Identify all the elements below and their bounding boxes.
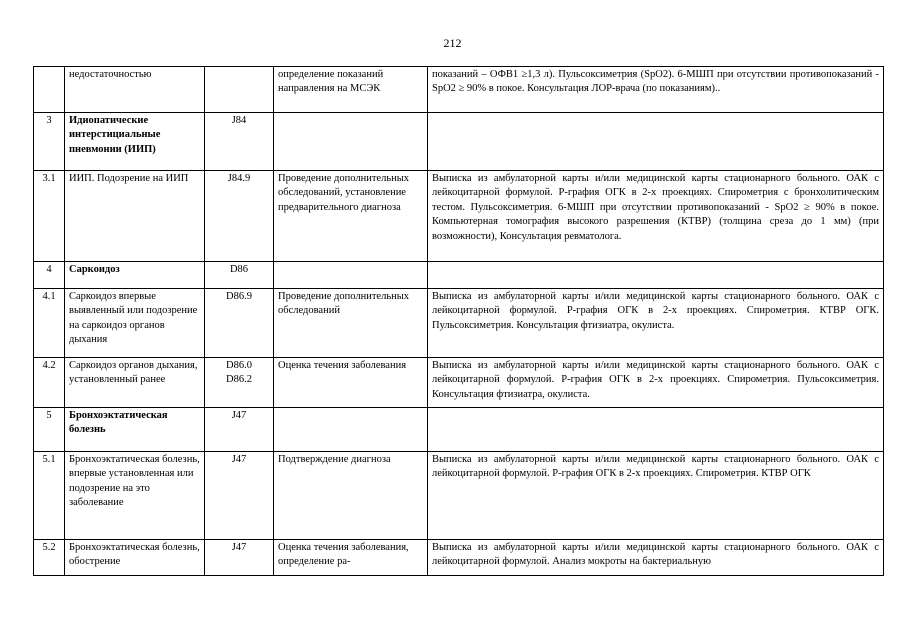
disease-name-cell: Бронхоэктатическая болезнь, обострение: [65, 540, 205, 576]
required-documents-cell: Выписка из амбулаторной карты и/или медицинской карты стационарного больного. ОАК с лейкоцитарной формулой. Р-графия ОГК в 2-х проекциях. Спирометрия. Пульсоксиметрия. Консультация фтизиатра, окулиста.: [428, 358, 884, 408]
referral-purpose-cell: [274, 113, 428, 171]
disease-name-cell: Саркоидоз впервые выявленный или подозрение на саркоидоз органов дыхания: [65, 289, 205, 358]
row-number-cell: 5: [34, 408, 65, 452]
row-number-cell: 3.1: [34, 171, 65, 262]
row-number-cell: 5.1: [34, 452, 65, 540]
icd-code-cell: [205, 289, 274, 358]
icd-code: J47: [231, 542, 247, 553]
icd-code: J84.9: [227, 173, 251, 184]
row-number-cell: 4.1: [34, 289, 65, 358]
icd-code-cell: [205, 113, 274, 171]
row-number-cell: 4: [34, 262, 65, 289]
icd-code-cell: [205, 358, 274, 408]
referral-purpose-cell: [274, 262, 428, 289]
icd-code-cell: [205, 262, 274, 289]
referral-purpose-cell: [274, 408, 428, 452]
icd-code: D86.0: [226, 360, 252, 371]
disease-name-cell: недостаточностью: [65, 67, 205, 113]
medical-referral-table: [33, 66, 884, 576]
table-row: [34, 452, 884, 540]
table-row: [34, 289, 884, 358]
icd-code: D86: [229, 264, 249, 275]
required-documents-cell: [428, 262, 884, 289]
section-row: [34, 113, 884, 171]
referral-purpose-cell: Оценка течения заболевания: [274, 358, 428, 408]
disease-name-cell: Бронхоэктатическая болезнь, впервые установленная или подозрение на это заболевание: [65, 452, 205, 540]
table-row: [34, 540, 884, 576]
icd-code: J47: [231, 454, 247, 465]
section-row: [34, 408, 884, 452]
row-number-cell: 5.2: [34, 540, 65, 576]
icd-code-cell: [205, 452, 274, 540]
icd-code: J84: [231, 115, 247, 126]
section-row: [34, 262, 884, 289]
icd-code: D86.2: [226, 374, 252, 386]
page-number: 212: [443, 36, 462, 50]
referral-purpose-cell: Подтверждение диагноза: [274, 452, 428, 540]
disease-name-cell: Бронхоэктатическая болезнь: [65, 408, 205, 452]
required-documents-cell: Выписка из амбулаторной карты и/или медицинской карты стационарного больного. ОАК с лейкоцитарной формулой. Анализ мокроты на бактериальную: [428, 540, 884, 576]
required-documents-cell: Выписка из амбулаторной карты и/или медицинской карты стационарного больного. ОАК с лейкоцитарной формулой. Р-графия ОГК в 2-х проекциях. Спирометрия с бронхолитическим тестом. Пульсоксиметрия. 6-МШП при отсутствии противопоказаний - SpO2 ≥ 90% в покое. Компьютерная томография высокого разрешения (КТВР) (толщина среза до 1 мм) (при возможности), Консультация ревматолога.: [428, 171, 884, 262]
row-number-cell: 3: [34, 113, 65, 171]
table-row: [34, 67, 884, 113]
table-row: [34, 171, 884, 262]
icd-code-cell: [205, 67, 274, 113]
referral-purpose-cell: определение показаний направления на МСЭК: [274, 67, 428, 113]
required-documents-cell: Выписка из амбулаторной карты и/или медицинской карты стационарного больного. ОАК с лейкоцитарной формулой. Р-графия ОГК в 2-х проекциях. Спирометрия. КТВР ОГК. Пульсоксиметрия. Консультация фтизиатра, окулиста.: [428, 289, 884, 358]
row-number-cell: 4.2: [34, 358, 65, 408]
icd-code-cell: [205, 408, 274, 452]
referral-purpose-cell: Проведение дополнительных обследований, установление предварительного диагноза: [274, 171, 428, 262]
icd-code: J47: [231, 410, 247, 421]
disease-name-cell: Саркоидоз органов дыхания, установленный ранее: [65, 358, 205, 408]
row-number-cell: [34, 67, 65, 113]
required-documents-cell: [428, 408, 884, 452]
disease-name-cell: Идиопатические интерстициальные пневмонии (ИИП): [65, 113, 205, 171]
required-documents-cell: [428, 113, 884, 171]
icd-code-cell: [205, 540, 274, 576]
referral-purpose-cell: Оценка течения заболевания, определение ра-: [274, 540, 428, 576]
icd-code: D86.9: [226, 291, 252, 302]
required-documents-cell: показаний – ОФВ1 ≥1,3 л). Пульсоксиметрия (SpO2). 6-МШП при отсутствии противопоказаний - SpO2 ≥ 90% в покое. Консультация ЛОР-врача (по показаниям)..: [428, 67, 884, 113]
referral-purpose-cell: Проведение дополнительных обследований: [274, 289, 428, 358]
icd-code-cell: [205, 171, 274, 262]
required-documents-cell: Выписка из амбулаторной карты и/или медицинской карты стационарного больного. ОАК с лейкоцитарной формулой. Р-графия ОГК в 2-х проекциях. Спирометрия. КТВР ОГК: [428, 452, 884, 540]
table-body: [34, 67, 884, 576]
disease-name-cell: Саркоидоз: [65, 262, 205, 289]
disease-name-cell: ИИП. Подозрение на ИИП: [65, 171, 205, 262]
table-row: [34, 358, 884, 408]
